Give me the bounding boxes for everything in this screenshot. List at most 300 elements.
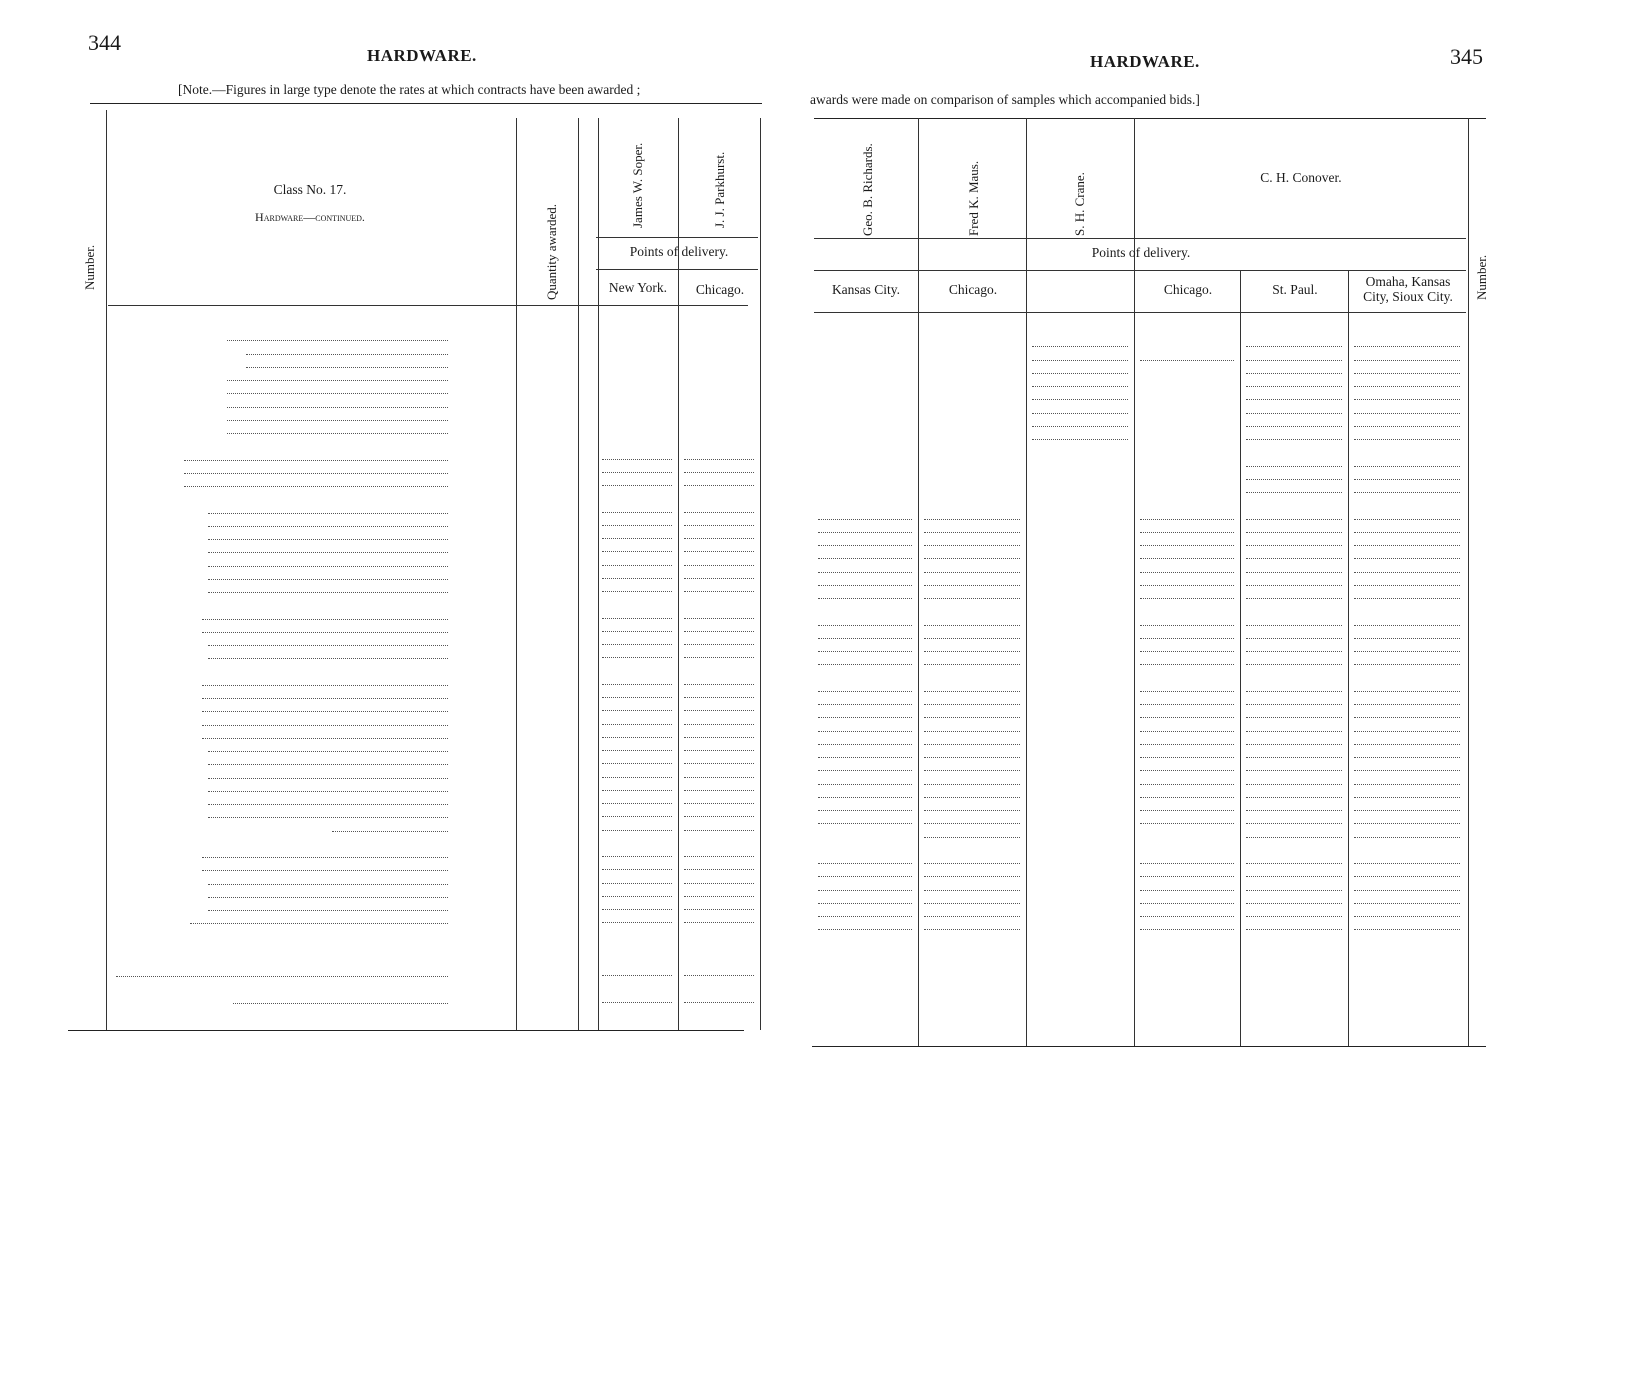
empty-bid-dots [1140, 585, 1234, 586]
empty-bid-dots [924, 731, 1020, 732]
leader-dots [227, 433, 448, 434]
empty-bid-dots [1246, 757, 1342, 758]
empty-bid-dots [1246, 373, 1342, 374]
empty-bid-dots [684, 485, 754, 486]
empty-bid-dots [1246, 691, 1342, 692]
empty-bid-dots [1246, 386, 1342, 387]
empty-bid-dots [1140, 929, 1234, 930]
empty-bid-dots [818, 532, 912, 533]
empty-bid-dots [1246, 413, 1342, 414]
empty-bid-dots [684, 737, 754, 738]
left-header-rule [108, 305, 748, 306]
empty-bid-dots [1246, 426, 1342, 427]
empty-bid-dots [1246, 532, 1342, 533]
empty-bid-dots [1140, 731, 1234, 732]
empty-bid-dots [1140, 744, 1234, 745]
empty-bid-dots [1246, 466, 1342, 467]
leader-dots [116, 976, 448, 977]
leader-dots [208, 791, 448, 792]
empty-bid-dots [602, 803, 672, 804]
empty-bid-dots [1246, 770, 1342, 771]
empty-bid-dots [1246, 558, 1342, 559]
empty-bid-dots [684, 777, 754, 778]
empty-bid-dots [602, 830, 672, 831]
empty-bid-dots [1246, 744, 1342, 745]
right-stpaul-col-line [1240, 270, 1241, 1046]
empty-bid-dots [924, 744, 1020, 745]
empty-bid-dots [684, 763, 754, 764]
empty-bid-dots [602, 697, 672, 698]
empty-bid-dots [1140, 797, 1234, 798]
empty-bid-dots [924, 757, 1020, 758]
bidder-richards: Geo. B. Richards. [860, 143, 875, 236]
quantity-header: Quantity awarded. [544, 203, 559, 300]
empty-bid-dots [1354, 863, 1460, 864]
empty-bid-dots [684, 869, 754, 870]
empty-bid-dots [1032, 346, 1128, 347]
empty-bid-dots [1140, 876, 1234, 877]
leader-dots [202, 685, 448, 686]
empty-bid-dots [924, 770, 1020, 771]
empty-bid-dots [602, 869, 672, 870]
empty-bid-dots [602, 684, 672, 685]
empty-bid-dots [684, 750, 754, 751]
leader-dots [227, 420, 448, 421]
left-page-number: 344 [88, 30, 121, 55]
empty-bid-dots [1140, 903, 1234, 904]
leader-dots [208, 910, 448, 911]
left-delivery-chicago: Chicago. [695, 282, 745, 297]
left-note: [Note.—Figures in large type denote the rates at which contracts have been awarded ; [178, 82, 641, 97]
empty-bid-dots [1246, 625, 1342, 626]
left-running-head: HARDWARE. [367, 46, 477, 65]
empty-bid-dots [1354, 585, 1460, 586]
empty-bid-dots [1246, 479, 1342, 480]
leader-dots [208, 592, 448, 593]
empty-bid-dots [1140, 558, 1234, 559]
right-header-rule [814, 312, 1466, 313]
empty-bid-dots [924, 664, 1020, 665]
empty-bid-dots [602, 551, 672, 552]
empty-bid-dots [602, 763, 672, 764]
empty-bid-dots [924, 651, 1020, 652]
empty-bid-dots [818, 784, 912, 785]
empty-bid-dots [924, 717, 1020, 718]
empty-bid-dots [924, 625, 1020, 626]
left-delivery-new-york: New York. [608, 280, 668, 295]
empty-bid-dots [924, 558, 1020, 559]
empty-bid-dots [1354, 426, 1460, 427]
empty-bid-dots [1140, 691, 1234, 692]
bidder-maus: Fred K. Maus. [966, 160, 981, 236]
empty-bid-dots [684, 724, 754, 725]
empty-bid-dots [1032, 413, 1128, 414]
leader-dots [202, 857, 448, 858]
empty-bid-dots [1354, 837, 1460, 838]
leader-dots [208, 778, 448, 779]
leader-dots [233, 1003, 448, 1004]
empty-bid-dots [684, 565, 754, 566]
empty-bid-dots [1140, 519, 1234, 520]
empty-bid-dots [684, 551, 754, 552]
empty-bid-dots [924, 863, 1020, 864]
empty-bid-dots [818, 770, 912, 771]
empty-bid-dots [924, 929, 1020, 930]
right-table-bottom-rule [812, 1046, 1486, 1047]
empty-bid-dots [1354, 558, 1460, 559]
leader-dots [184, 486, 448, 487]
empty-bid-dots [1140, 545, 1234, 546]
left-table-bottom-rule [68, 1030, 744, 1031]
empty-bid-dots [924, 823, 1020, 824]
empty-bid-dots [602, 737, 672, 738]
empty-bid-dots [818, 704, 912, 705]
empty-bid-dots [684, 578, 754, 579]
empty-bid-dots [684, 591, 754, 592]
leader-dots [208, 539, 448, 540]
empty-bid-dots [1354, 717, 1460, 718]
empty-bid-dots [684, 538, 754, 539]
empty-bid-dots [602, 485, 672, 486]
right-running-head: HARDWARE. [1090, 52, 1200, 71]
empty-bid-dots [818, 717, 912, 718]
empty-bid-dots [1140, 598, 1234, 599]
empty-bid-dots [1354, 413, 1460, 414]
empty-bid-dots [1246, 598, 1342, 599]
empty-bid-dots [1246, 929, 1342, 930]
empty-bid-dots [684, 710, 754, 711]
leader-dots [202, 738, 448, 739]
empty-bid-dots [1354, 346, 1460, 347]
leader-dots [208, 897, 448, 898]
left-qty-col-line-a [516, 118, 517, 1030]
empty-bid-dots [1140, 532, 1234, 533]
empty-bid-dots [1140, 757, 1234, 758]
empty-bid-dots [684, 512, 754, 513]
empty-bid-dots [1354, 532, 1460, 533]
empty-bid-dots [924, 797, 1020, 798]
right-number-header: Number. [1474, 254, 1489, 300]
leader-dots [202, 870, 448, 871]
empty-bid-dots [1354, 399, 1460, 400]
right-note: awards were made on comparison of samples which accompanied bids.] [810, 92, 1200, 107]
empty-bid-dots [1354, 903, 1460, 904]
empty-bid-dots [684, 975, 754, 976]
empty-bid-dots [818, 731, 912, 732]
leader-dots [184, 460, 448, 461]
left-table-top-rule [90, 103, 762, 104]
empty-bid-dots [684, 472, 754, 473]
empty-bid-dots [1246, 585, 1342, 586]
empty-bid-dots [1246, 360, 1342, 361]
empty-bid-dots [818, 545, 912, 546]
empty-bid-dots [1032, 386, 1128, 387]
empty-bid-dots [1354, 810, 1460, 811]
empty-bid-dots [924, 916, 1020, 917]
empty-bid-dots [684, 856, 754, 857]
empty-bid-dots [602, 512, 672, 513]
empty-bid-dots [1140, 625, 1234, 626]
empty-bid-dots [684, 883, 754, 884]
leader-dots [208, 579, 448, 580]
empty-bid-dots [684, 644, 754, 645]
empty-bid-dots [1354, 572, 1460, 573]
empty-bid-dots [602, 724, 672, 725]
empty-bid-dots [818, 810, 912, 811]
leader-dots [246, 367, 448, 368]
leader-dots [227, 340, 448, 341]
empty-bid-dots [602, 896, 672, 897]
empty-bid-dots [1246, 823, 1342, 824]
empty-bid-dots [1354, 439, 1460, 440]
empty-bid-dots [1140, 863, 1234, 864]
empty-bid-dots [602, 618, 672, 619]
empty-bid-dots [1246, 717, 1342, 718]
empty-bid-dots [684, 618, 754, 619]
leader-dots [208, 566, 448, 567]
empty-bid-dots [1354, 797, 1460, 798]
leader-dots [227, 380, 448, 381]
empty-bid-dots [1354, 770, 1460, 771]
right-page-number: 345 [1450, 44, 1483, 69]
empty-bid-dots [818, 572, 912, 573]
leader-dots [208, 764, 448, 765]
empty-bid-dots [1140, 770, 1234, 771]
empty-bid-dots [1140, 823, 1234, 824]
empty-bid-dots [602, 644, 672, 645]
empty-bid-dots [1140, 784, 1234, 785]
empty-bid-dots [818, 651, 912, 652]
empty-bid-dots [818, 903, 912, 904]
leader-dots [208, 751, 448, 752]
empty-bid-dots [924, 572, 1020, 573]
empty-bid-dots [1246, 664, 1342, 665]
right-delivery-omaha-line2: City, Sioux City. [1363, 289, 1453, 304]
empty-bid-dots [924, 585, 1020, 586]
empty-bid-dots [1354, 492, 1460, 493]
empty-bid-dots [818, 929, 912, 930]
empty-bid-dots [924, 837, 1020, 838]
empty-bid-dots [1140, 717, 1234, 718]
empty-bid-dots [684, 525, 754, 526]
leader-dots [202, 711, 448, 712]
empty-bid-dots [602, 525, 672, 526]
empty-bid-dots [1246, 572, 1342, 573]
empty-bid-dots [1246, 545, 1342, 546]
empty-bid-dots [924, 638, 1020, 639]
empty-bid-dots [602, 777, 672, 778]
empty-bid-dots [1140, 572, 1234, 573]
left-soper-col-line [598, 118, 599, 1030]
empty-bid-dots [602, 578, 672, 579]
empty-bid-dots [1140, 638, 1234, 639]
empty-bid-dots [1246, 784, 1342, 785]
empty-bid-dots [602, 1002, 672, 1003]
empty-bid-dots [1354, 386, 1460, 387]
empty-bid-dots [1140, 916, 1234, 917]
leader-dots [227, 407, 448, 408]
empty-bid-dots [1246, 492, 1342, 493]
empty-bid-dots [1354, 519, 1460, 520]
empty-bid-dots [602, 790, 672, 791]
left-points-of-delivery: Points of delivery. [629, 244, 729, 259]
empty-bid-dots [1246, 810, 1342, 811]
empty-bid-dots [1246, 439, 1342, 440]
empty-bid-dots [1354, 651, 1460, 652]
empty-bid-dots [1354, 598, 1460, 599]
right-delivery-kansas-city: Kansas City. [831, 282, 901, 297]
empty-bid-dots [1354, 823, 1460, 824]
leader-dots [332, 831, 448, 832]
empty-bid-dots [924, 903, 1020, 904]
empty-bid-dots [924, 784, 1020, 785]
empty-bid-dots [684, 790, 754, 791]
left-qty-col-line-b [578, 118, 579, 1030]
empty-bid-dots [1246, 863, 1342, 864]
empty-bid-dots [818, 585, 912, 586]
right-delivery-rule [814, 270, 1466, 271]
empty-bid-dots [1246, 903, 1342, 904]
empty-bid-dots [818, 558, 912, 559]
right-omaha-col-line [1348, 270, 1349, 1046]
empty-bid-dots [684, 697, 754, 698]
left-delivery-rule [596, 269, 758, 270]
empty-bid-dots [1354, 479, 1460, 480]
empty-bid-dots [924, 810, 1020, 811]
left-number-col-line [106, 110, 107, 1030]
empty-bid-dots [818, 757, 912, 758]
leader-dots [202, 619, 448, 620]
class-title: Class No. 17. [273, 182, 347, 197]
leader-dots [184, 473, 448, 474]
empty-bid-dots [818, 890, 912, 891]
empty-bid-dots [684, 684, 754, 685]
empty-bid-dots [684, 830, 754, 831]
empty-bid-dots [818, 916, 912, 917]
empty-bid-dots [602, 883, 672, 884]
class-subtitle: Hardware—continued. [255, 210, 365, 224]
empty-bid-dots [1246, 651, 1342, 652]
empty-bid-dots [818, 863, 912, 864]
empty-bid-dots [602, 591, 672, 592]
empty-bid-dots [1354, 360, 1460, 361]
empty-bid-dots [602, 710, 672, 711]
leader-dots [208, 552, 448, 553]
empty-bid-dots [1032, 439, 1128, 440]
empty-bid-dots [1354, 638, 1460, 639]
empty-bid-dots [1140, 360, 1234, 361]
bidder-parkhurst: J. J. Parkhurst. [712, 151, 727, 228]
left-points-rule [596, 237, 758, 238]
bidder-conover: C. H. Conover. [1260, 170, 1342, 185]
leader-dots [227, 393, 448, 394]
empty-bid-dots [1246, 638, 1342, 639]
right-table-top-rule [814, 118, 1486, 119]
empty-bid-dots [684, 459, 754, 460]
empty-bid-dots [1032, 399, 1128, 400]
empty-bid-dots [684, 922, 754, 923]
empty-bid-dots [924, 519, 1020, 520]
empty-bid-dots [1354, 664, 1460, 665]
empty-bid-dots [818, 744, 912, 745]
leader-dots [208, 817, 448, 818]
empty-bid-dots [684, 896, 754, 897]
right-delivery-omaha-line1: Omaha, Kansas [1365, 274, 1451, 289]
bidder-crane: S. H. Crane. [1072, 172, 1087, 236]
leader-dots [208, 804, 448, 805]
empty-bid-dots [1140, 651, 1234, 652]
empty-bid-dots [1354, 625, 1460, 626]
right-delivery-chicago-maus: Chicago. [948, 282, 998, 297]
empty-bid-dots [1032, 426, 1128, 427]
right-points-of-delivery: Points of delivery. [1091, 245, 1191, 260]
empty-bid-dots [924, 704, 1020, 705]
bidder-soper: James W. Soper. [630, 142, 645, 228]
leader-dots [202, 632, 448, 633]
empty-bid-dots [1140, 664, 1234, 665]
leader-dots [208, 526, 448, 527]
right-delivery-st-paul: St. Paul. [1272, 282, 1318, 297]
right-number-col-line [1468, 118, 1469, 1046]
right-delivery-chicago-conover: Chicago. [1163, 282, 1213, 297]
empty-bid-dots [1354, 784, 1460, 785]
empty-bid-dots [1140, 810, 1234, 811]
empty-bid-dots [818, 625, 912, 626]
empty-bid-dots [602, 816, 672, 817]
empty-bid-dots [818, 664, 912, 665]
empty-bid-dots [1246, 399, 1342, 400]
leader-dots [208, 884, 448, 885]
leader-dots [202, 698, 448, 699]
empty-bid-dots [602, 909, 672, 910]
empty-bid-dots [1354, 876, 1460, 877]
empty-bid-dots [602, 631, 672, 632]
empty-bid-dots [602, 856, 672, 857]
empty-bid-dots [602, 538, 672, 539]
empty-bid-dots [818, 598, 912, 599]
leader-dots [208, 645, 448, 646]
empty-bid-dots [1246, 346, 1342, 347]
empty-bid-dots [924, 876, 1020, 877]
empty-bid-dots [1354, 916, 1460, 917]
empty-bid-dots [684, 909, 754, 910]
empty-bid-dots [1354, 929, 1460, 930]
empty-bid-dots [602, 459, 672, 460]
empty-bid-dots [924, 890, 1020, 891]
empty-bid-dots [818, 691, 912, 692]
empty-bid-dots [818, 797, 912, 798]
empty-bid-dots [602, 657, 672, 658]
empty-bid-dots [1246, 916, 1342, 917]
empty-bid-dots [924, 545, 1020, 546]
empty-bid-dots [924, 691, 1020, 692]
empty-bid-dots [1354, 545, 1460, 546]
empty-bid-dots [684, 816, 754, 817]
empty-bid-dots [818, 876, 912, 877]
empty-bid-dots [684, 803, 754, 804]
empty-bid-dots [602, 565, 672, 566]
empty-bid-dots [1032, 373, 1128, 374]
empty-bid-dots [602, 472, 672, 473]
empty-bid-dots [1246, 704, 1342, 705]
empty-bid-dots [924, 532, 1020, 533]
empty-bid-dots [1354, 691, 1460, 692]
empty-bid-dots [1246, 837, 1342, 838]
empty-bid-dots [1354, 744, 1460, 745]
right-points-rule [814, 238, 1466, 239]
empty-bid-dots [1354, 890, 1460, 891]
empty-bid-dots [1246, 519, 1342, 520]
